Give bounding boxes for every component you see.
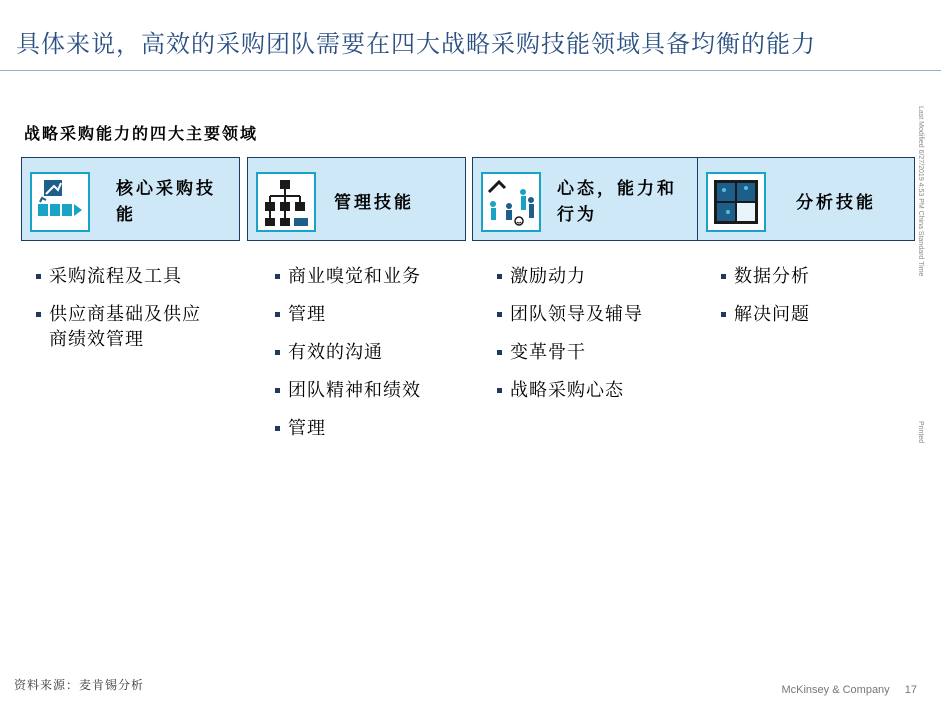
- list-item: 战略采购心态: [497, 378, 643, 403]
- source-note: 资料来源：麦肯锡分析: [14, 678, 145, 692]
- area-title-line: 心态，能力和: [557, 179, 677, 199]
- area-title-mindset: [557, 176, 677, 228]
- area-card-analytics: [697, 157, 915, 241]
- list-item: 管理: [275, 302, 421, 327]
- list-item: 解决问题: [721, 302, 810, 327]
- area-title-line: 核心采购技: [116, 179, 216, 199]
- area-title-line: 行为: [557, 205, 597, 225]
- area-list-core-procurement: [36, 264, 201, 365]
- list-item: 团队精神和绩效: [275, 378, 421, 403]
- page-title: 具体来说，高效的采购团队需要在四大战略采购技能领域具备均衡的能力: [16, 30, 816, 58]
- list-item: 采购流程及工具: [36, 264, 201, 289]
- area-title-analytics: [796, 190, 876, 216]
- footer-company: McKinsey & Company: [781, 684, 890, 696]
- list-item-continuation: 商绩效管理: [49, 329, 144, 350]
- area-list-analytics: [721, 264, 810, 340]
- page-number: 17: [904, 684, 917, 696]
- title-rule: [0, 70, 941, 71]
- footer: [769, 684, 917, 696]
- area-card-core-procurement: [21, 157, 240, 241]
- area-list-management: [275, 264, 421, 454]
- list-item: 数据分析: [721, 264, 810, 289]
- list-item: 团队领导及辅导: [497, 302, 643, 327]
- area-title-line: 分析技能: [796, 193, 876, 213]
- section-subtitle: 战略采购能力的四大主要领域: [24, 124, 259, 143]
- org-chart-icon: [256, 172, 316, 232]
- data-grid-icon: [706, 172, 766, 232]
- people-mindset-icon: [481, 172, 541, 232]
- area-title-management: [334, 190, 414, 216]
- list-item: 商业嗅觉和业务: [275, 264, 421, 289]
- list-item: 有效的沟通: [275, 340, 421, 365]
- area-card-mindset: [472, 157, 718, 241]
- area-title-line: 管理技能: [334, 193, 414, 213]
- last-modified-note: Last Modified 6/27/2019 4:53 PM China Standard Time: [917, 106, 924, 277]
- list-item: 供应商基础及供应: [36, 302, 201, 327]
- list-item: 管理: [275, 416, 421, 441]
- area-title-line: 能: [116, 205, 136, 225]
- area-title-core-procurement: [116, 176, 216, 228]
- procurement-process-icon: [30, 172, 90, 232]
- list-item: 变革骨干: [497, 340, 643, 365]
- printed-note: Printed: [917, 421, 924, 444]
- area-list-mindset: [497, 264, 643, 416]
- area-card-management: [247, 157, 466, 241]
- list-item: 激励动力: [497, 264, 643, 289]
